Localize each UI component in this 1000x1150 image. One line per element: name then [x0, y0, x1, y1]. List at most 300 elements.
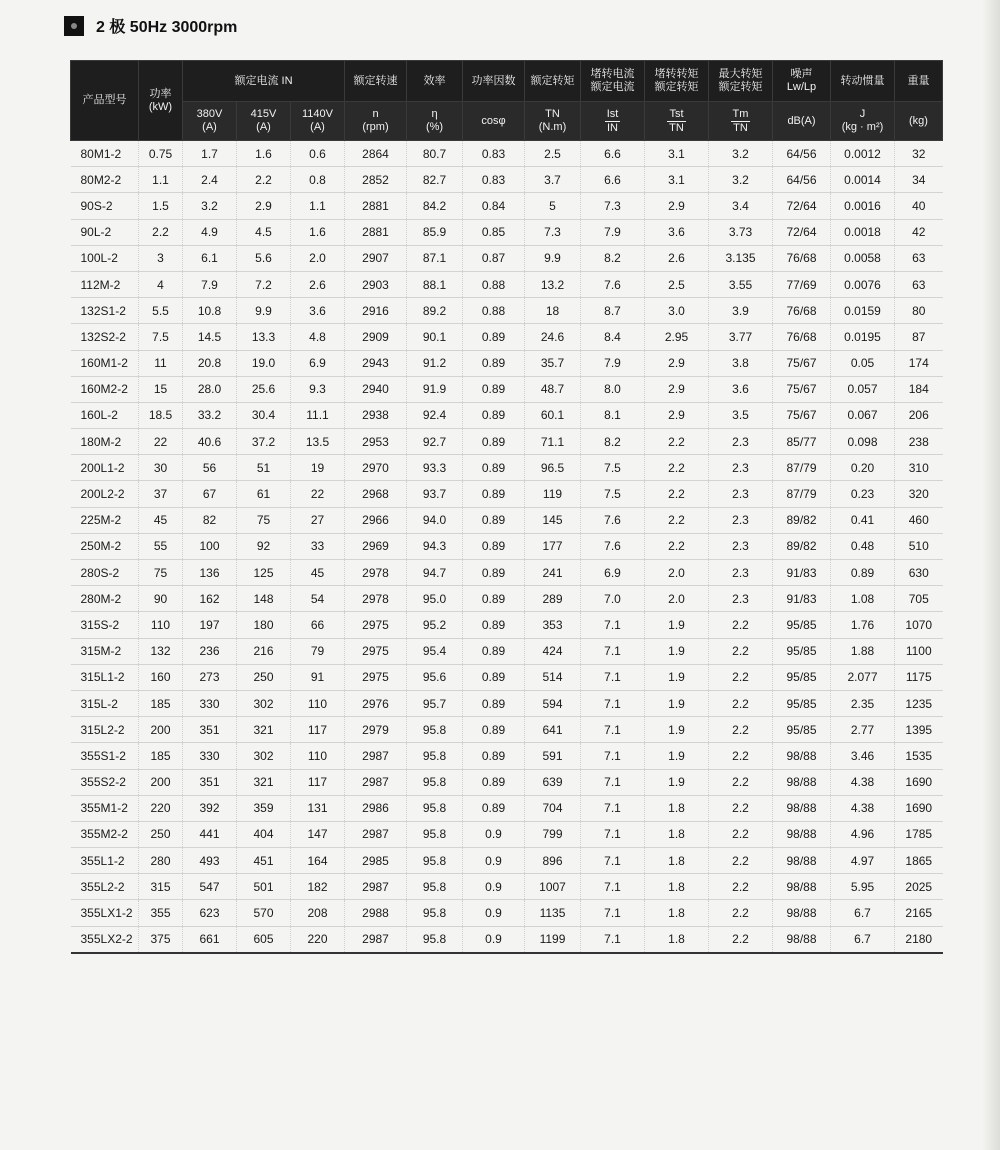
cell-noise: 64/56	[773, 141, 831, 167]
cell-current-415v: 359	[237, 795, 291, 821]
cell-power: 280	[139, 848, 183, 874]
cell-current-415v: 180	[237, 612, 291, 638]
cell-locked-current-ratio: 7.1	[581, 848, 645, 874]
cell-current-1140v: 66	[291, 612, 345, 638]
cell-power-factor: 0.9	[463, 900, 525, 926]
cell-current-380v: 441	[183, 821, 237, 847]
lt-num: Tst	[667, 108, 686, 122]
cell-current-1140v: 2.0	[291, 245, 345, 271]
cell-efficiency: 91.2	[407, 350, 463, 376]
cell-power-factor: 0.9	[463, 848, 525, 874]
cell-inertia: 0.057	[831, 376, 895, 402]
cell-power-factor: 0.88	[463, 271, 525, 297]
cell-efficiency: 95.8	[407, 821, 463, 847]
cell-power: 90	[139, 586, 183, 612]
cell-max-torque-ratio: 2.3	[709, 481, 773, 507]
cell-rated-torque: 353	[525, 612, 581, 638]
table-row	[71, 324, 943, 350]
cell-current-415v: 13.3	[237, 324, 291, 350]
cell-locked-current-ratio: 8.2	[581, 245, 645, 271]
cell-current-380v: 392	[183, 795, 237, 821]
cell-current-380v: 6.1	[183, 245, 237, 271]
cell-current-1140v: 27	[291, 507, 345, 533]
cell-current-1140v: 4.8	[291, 324, 345, 350]
cell-weight: 1690	[895, 795, 943, 821]
cell-model: 355M1-2	[71, 795, 139, 821]
cell-current-380v: 33.2	[183, 402, 237, 428]
cell-power: 355	[139, 900, 183, 926]
cell-current-415v: 321	[237, 769, 291, 795]
cell-weight: 174	[895, 350, 943, 376]
cell-efficiency: 87.1	[407, 245, 463, 271]
cell-speed: 2976	[345, 690, 407, 716]
cell-locked-current-ratio: 7.9	[581, 219, 645, 245]
table-row	[71, 664, 943, 690]
cell-speed: 2969	[345, 533, 407, 559]
cell-noise: 98/88	[773, 900, 831, 926]
cell-weight: 206	[895, 402, 943, 428]
cell-weight: 40	[895, 193, 943, 219]
table-row	[71, 193, 943, 219]
header-locked-torque-den: 额定转矩	[654, 81, 699, 93]
table-header	[71, 61, 943, 141]
cell-noise: 98/88	[773, 743, 831, 769]
mt-fraction	[731, 108, 751, 134]
cell-speed: 2881	[345, 219, 407, 245]
header-torque: 额定转矩	[525, 61, 581, 102]
cell-weight: 63	[895, 245, 943, 271]
header-v380-unit: (A)	[202, 121, 217, 133]
cell-model: 315L1-2	[71, 664, 139, 690]
cell-locked-torque-ratio: 2.5	[645, 271, 709, 297]
cell-current-380v: 661	[183, 926, 237, 953]
cell-power: 200	[139, 717, 183, 743]
cell-max-torque-ratio: 3.5	[709, 402, 773, 428]
cell-locked-current-ratio: 7.1	[581, 874, 645, 900]
cell-inertia: 1.88	[831, 638, 895, 664]
cell-rated-torque: 1199	[525, 926, 581, 953]
header-inertia: 转动惯量	[831, 61, 895, 102]
cell-power-factor: 0.85	[463, 219, 525, 245]
cell-max-torque-ratio: 2.2	[709, 638, 773, 664]
cell-rated-torque: 1135	[525, 900, 581, 926]
cell-locked-current-ratio: 8.4	[581, 324, 645, 350]
cell-speed: 2940	[345, 376, 407, 402]
cell-current-1140v: 22	[291, 481, 345, 507]
cell-noise: 76/68	[773, 324, 831, 350]
cell-max-torque-ratio: 2.2	[709, 664, 773, 690]
cell-weight: 310	[895, 455, 943, 481]
cell-speed: 2938	[345, 402, 407, 428]
cell-power: 250	[139, 821, 183, 847]
cell-locked-torque-ratio: 2.2	[645, 533, 709, 559]
cell-locked-current-ratio: 6.6	[581, 167, 645, 193]
cell-locked-torque-ratio: 1.8	[645, 900, 709, 926]
cell-power: 185	[139, 743, 183, 769]
cell-current-380v: 162	[183, 586, 237, 612]
cell-rated-torque: 591	[525, 743, 581, 769]
cell-weight: 630	[895, 560, 943, 586]
cell-current-380v: 7.9	[183, 271, 237, 297]
cell-inertia: 2.77	[831, 717, 895, 743]
cell-model: 90L-2	[71, 219, 139, 245]
cell-noise: 98/88	[773, 821, 831, 847]
cell-noise: 87/79	[773, 481, 831, 507]
cell-locked-current-ratio: 7.1	[581, 612, 645, 638]
cell-locked-torque-ratio: 3.1	[645, 167, 709, 193]
cell-locked-torque-ratio: 2.0	[645, 586, 709, 612]
cell-power: 200	[139, 769, 183, 795]
header-inertia-sym: J	[859, 108, 866, 121]
cell-rated-torque: 5	[525, 193, 581, 219]
header-noise-label: 噪声	[790, 68, 813, 81]
cell-efficiency: 91.9	[407, 376, 463, 402]
cell-current-1140v: 91	[291, 664, 345, 690]
cell-efficiency: 94.0	[407, 507, 463, 533]
header-torque-unit: (N.m)	[538, 121, 567, 133]
cell-efficiency: 92.4	[407, 402, 463, 428]
cell-inertia: 0.0195	[831, 324, 895, 350]
table-row	[71, 612, 943, 638]
cell-rated-torque: 896	[525, 848, 581, 874]
cell-locked-current-ratio: 7.9	[581, 350, 645, 376]
cell-inertia: 0.0012	[831, 141, 895, 167]
cell-model: 160L-2	[71, 402, 139, 428]
cell-efficiency: 95.7	[407, 690, 463, 716]
cell-locked-torque-ratio: 1.9	[645, 612, 709, 638]
cell-weight: 87	[895, 324, 943, 350]
cell-locked-torque-ratio: 2.95	[645, 324, 709, 350]
cell-efficiency: 84.2	[407, 193, 463, 219]
cell-power-factor: 0.83	[463, 167, 525, 193]
page-header	[64, 14, 237, 37]
cell-model: 80M1-2	[71, 141, 139, 167]
cell-speed: 2975	[345, 612, 407, 638]
cell-efficiency: 95.8	[407, 926, 463, 953]
cell-rated-torque: 241	[525, 560, 581, 586]
cell-rated-torque: 641	[525, 717, 581, 743]
table-row	[71, 481, 943, 507]
cell-speed: 2987	[345, 874, 407, 900]
header-v415	[237, 102, 291, 141]
cell-speed: 2907	[345, 245, 407, 271]
cell-model: 355S1-2	[71, 743, 139, 769]
cell-power: 0.75	[139, 141, 183, 167]
cell-rated-torque: 48.7	[525, 376, 581, 402]
cell-power-factor: 0.89	[463, 586, 525, 612]
cell-speed: 2970	[345, 455, 407, 481]
cell-noise: 95/85	[773, 717, 831, 743]
cell-current-1140v: 1.1	[291, 193, 345, 219]
cell-noise: 76/68	[773, 298, 831, 324]
header-power	[139, 61, 183, 141]
cell-max-torque-ratio: 2.2	[709, 926, 773, 953]
cell-current-380v: 82	[183, 507, 237, 533]
cell-speed: 2987	[345, 769, 407, 795]
cell-weight: 1100	[895, 638, 943, 664]
cell-current-1140v: 0.8	[291, 167, 345, 193]
cell-max-torque-ratio: 3.8	[709, 350, 773, 376]
cell-power-factor: 0.89	[463, 612, 525, 638]
table-row	[71, 717, 943, 743]
cell-noise: 98/88	[773, 874, 831, 900]
cell-current-380v: 273	[183, 664, 237, 690]
cell-current-380v: 67	[183, 481, 237, 507]
cell-max-torque-ratio: 3.2	[709, 141, 773, 167]
cell-model: 90S-2	[71, 193, 139, 219]
cell-locked-torque-ratio: 1.9	[645, 638, 709, 664]
cell-current-380v: 351	[183, 769, 237, 795]
cell-model: 200L2-2	[71, 481, 139, 507]
cell-rated-torque: 289	[525, 586, 581, 612]
cell-noise: 95/85	[773, 612, 831, 638]
cell-weight: 320	[895, 481, 943, 507]
cell-model: 160M1-2	[71, 350, 139, 376]
cell-current-415v: 4.5	[237, 219, 291, 245]
lc-num: Ist	[606, 107, 619, 120]
cell-model: 100L-2	[71, 245, 139, 271]
header-inertia-sub	[831, 102, 895, 141]
cell-speed: 2975	[345, 638, 407, 664]
cell-rated-torque: 1007	[525, 874, 581, 900]
header-efficiency: 效率	[407, 61, 463, 102]
cell-noise: 87/79	[773, 455, 831, 481]
lc-fraction	[605, 108, 621, 134]
mt-num: Tm	[732, 107, 749, 120]
cell-locked-torque-ratio: 2.9	[645, 350, 709, 376]
cell-model: 280M-2	[71, 586, 139, 612]
cell-locked-torque-ratio: 1.8	[645, 848, 709, 874]
cell-rated-torque: 24.6	[525, 324, 581, 350]
cell-inertia: 0.23	[831, 481, 895, 507]
cell-max-torque-ratio: 3.6	[709, 376, 773, 402]
cell-speed: 2943	[345, 350, 407, 376]
cell-speed: 2968	[345, 481, 407, 507]
cell-efficiency: 95.0	[407, 586, 463, 612]
cell-inertia: 4.38	[831, 769, 895, 795]
header-speed-unit: (rpm)	[362, 121, 389, 133]
cell-current-380v: 1.7	[183, 141, 237, 167]
cell-inertia: 0.0076	[831, 271, 895, 297]
cell-max-torque-ratio: 2.2	[709, 769, 773, 795]
cell-power-factor: 0.88	[463, 298, 525, 324]
cell-inertia: 0.0018	[831, 219, 895, 245]
cell-weight: 184	[895, 376, 943, 402]
cell-power-factor: 0.89	[463, 690, 525, 716]
cell-speed: 2881	[345, 193, 407, 219]
cell-model: 315S-2	[71, 612, 139, 638]
cell-locked-current-ratio: 8.1	[581, 402, 645, 428]
cell-model: 180M-2	[71, 429, 139, 455]
cell-current-415v: 250	[237, 664, 291, 690]
cell-noise: 91/83	[773, 560, 831, 586]
cell-current-1140v: 9.3	[291, 376, 345, 402]
cell-current-380v: 136	[183, 560, 237, 586]
cell-inertia: 0.098	[831, 429, 895, 455]
cell-model: 355LX1-2	[71, 900, 139, 926]
cell-current-415v: 321	[237, 717, 291, 743]
header-v415-label: 415V	[250, 108, 277, 121]
table-row	[71, 455, 943, 481]
cell-locked-torque-ratio: 3.6	[645, 219, 709, 245]
header-weight: 重量	[895, 61, 943, 102]
cell-current-1140v: 3.6	[291, 298, 345, 324]
cell-rated-torque: 514	[525, 664, 581, 690]
cell-model: 132S2-2	[71, 324, 139, 350]
cell-inertia: 0.89	[831, 560, 895, 586]
cell-model: 280S-2	[71, 560, 139, 586]
cell-efficiency: 95.8	[407, 717, 463, 743]
header-noise	[773, 61, 831, 102]
table-row	[71, 219, 943, 245]
cell-power-factor: 0.9	[463, 821, 525, 847]
cell-inertia: 2.35	[831, 690, 895, 716]
cell-rated-torque: 3.7	[525, 167, 581, 193]
cell-max-torque-ratio: 3.9	[709, 298, 773, 324]
cell-current-415v: 501	[237, 874, 291, 900]
cell-current-380v: 14.5	[183, 324, 237, 350]
cell-weight: 1070	[895, 612, 943, 638]
table-row	[71, 507, 943, 533]
cell-current-415v: 7.2	[237, 271, 291, 297]
cell-noise: 75/67	[773, 402, 831, 428]
cell-power: 11	[139, 350, 183, 376]
cell-locked-current-ratio: 7.6	[581, 507, 645, 533]
cell-power-factor: 0.89	[463, 533, 525, 559]
cell-current-415v: 570	[237, 900, 291, 926]
cell-speed: 2978	[345, 586, 407, 612]
cell-locked-current-ratio: 7.5	[581, 481, 645, 507]
cell-inertia: 4.96	[831, 821, 895, 847]
cell-current-380v: 330	[183, 690, 237, 716]
table-row	[71, 402, 943, 428]
cell-weight: 238	[895, 429, 943, 455]
cell-speed: 2953	[345, 429, 407, 455]
cell-inertia: 0.05	[831, 350, 895, 376]
cell-efficiency: 90.1	[407, 324, 463, 350]
cell-power-factor: 0.84	[463, 193, 525, 219]
cell-current-380v: 20.8	[183, 350, 237, 376]
table-row	[71, 638, 943, 664]
cell-current-415v: 51	[237, 455, 291, 481]
cell-locked-current-ratio: 7.1	[581, 664, 645, 690]
cell-weight: 42	[895, 219, 943, 245]
table-row	[71, 874, 943, 900]
cell-power: 75	[139, 560, 183, 586]
cell-power-factor: 0.83	[463, 141, 525, 167]
cell-noise: 75/67	[773, 376, 831, 402]
cell-current-1140v: 33	[291, 533, 345, 559]
cell-max-torque-ratio: 2.2	[709, 848, 773, 874]
header-v1140-label: 1140V	[302, 108, 333, 121]
table-row	[71, 167, 943, 193]
cell-power: 4	[139, 271, 183, 297]
cell-current-380v: 197	[183, 612, 237, 638]
cell-power-factor: 0.89	[463, 376, 525, 402]
cell-efficiency: 94.7	[407, 560, 463, 586]
cell-power: 22	[139, 429, 183, 455]
cell-locked-torque-ratio: 2.0	[645, 560, 709, 586]
header-noise-unit: dB(A)	[773, 102, 831, 141]
cell-power: 15	[139, 376, 183, 402]
cell-max-torque-ratio: 2.3	[709, 429, 773, 455]
cell-rated-torque: 424	[525, 638, 581, 664]
header-speed: 额定转速	[345, 61, 407, 102]
cell-power-factor: 0.9	[463, 874, 525, 900]
cell-current-380v: 56	[183, 455, 237, 481]
cell-current-380v: 330	[183, 743, 237, 769]
cell-current-415v: 125	[237, 560, 291, 586]
cell-current-1140v: 182	[291, 874, 345, 900]
cell-noise: 91/83	[773, 586, 831, 612]
table-row	[71, 533, 943, 559]
cell-power-factor: 0.89	[463, 638, 525, 664]
cell-weight: 1175	[895, 664, 943, 690]
cell-current-415v: 30.4	[237, 402, 291, 428]
cell-current-415v: 302	[237, 743, 291, 769]
cell-power: 30	[139, 455, 183, 481]
cell-locked-torque-ratio: 2.6	[645, 245, 709, 271]
cell-locked-torque-ratio: 1.8	[645, 795, 709, 821]
cell-current-1140v: 13.5	[291, 429, 345, 455]
table-row	[71, 560, 943, 586]
cell-weight: 1690	[895, 769, 943, 795]
cell-current-380v: 623	[183, 900, 237, 926]
header-power-unit: (kW)	[148, 100, 173, 113]
cell-efficiency: 92.7	[407, 429, 463, 455]
spec-table-container	[70, 60, 942, 954]
cell-current-415v: 302	[237, 690, 291, 716]
cell-speed: 2852	[345, 167, 407, 193]
cell-current-415v: 451	[237, 848, 291, 874]
cell-max-torque-ratio: 3.77	[709, 324, 773, 350]
cell-model: 355M2-2	[71, 821, 139, 847]
cell-current-415v: 216	[237, 638, 291, 664]
cell-current-415v: 25.6	[237, 376, 291, 402]
cell-current-415v: 5.6	[237, 245, 291, 271]
cell-inertia: 3.46	[831, 743, 895, 769]
header-speed-sub	[345, 102, 407, 141]
header-efficiency-sub	[407, 102, 463, 141]
cell-speed: 2987	[345, 743, 407, 769]
cell-power: 220	[139, 795, 183, 821]
table-row	[71, 795, 943, 821]
cell-efficiency: 82.7	[407, 167, 463, 193]
cell-locked-current-ratio: 7.1	[581, 795, 645, 821]
cell-locked-current-ratio: 8.0	[581, 376, 645, 402]
header-eff-sym: η	[431, 108, 438, 121]
cell-max-torque-ratio: 2.3	[709, 455, 773, 481]
cell-locked-current-ratio: 7.1	[581, 769, 645, 795]
cell-efficiency: 94.3	[407, 533, 463, 559]
cell-efficiency: 80.7	[407, 141, 463, 167]
cell-noise: 95/85	[773, 664, 831, 690]
cell-efficiency: 88.1	[407, 271, 463, 297]
cell-noise: 95/85	[773, 638, 831, 664]
cell-locked-torque-ratio: 1.8	[645, 874, 709, 900]
cell-locked-torque-ratio: 2.2	[645, 429, 709, 455]
cell-power-factor: 0.89	[463, 324, 525, 350]
section-marker-icon	[64, 16, 84, 36]
cell-locked-torque-ratio: 3.0	[645, 298, 709, 324]
cell-model: 112M-2	[71, 271, 139, 297]
header-lc-ratio	[581, 102, 645, 141]
cell-current-1140v: 19	[291, 455, 345, 481]
cell-locked-torque-ratio: 1.8	[645, 821, 709, 847]
cell-current-1140v: 0.6	[291, 141, 345, 167]
cell-model: 160M2-2	[71, 376, 139, 402]
table-body	[71, 141, 943, 953]
